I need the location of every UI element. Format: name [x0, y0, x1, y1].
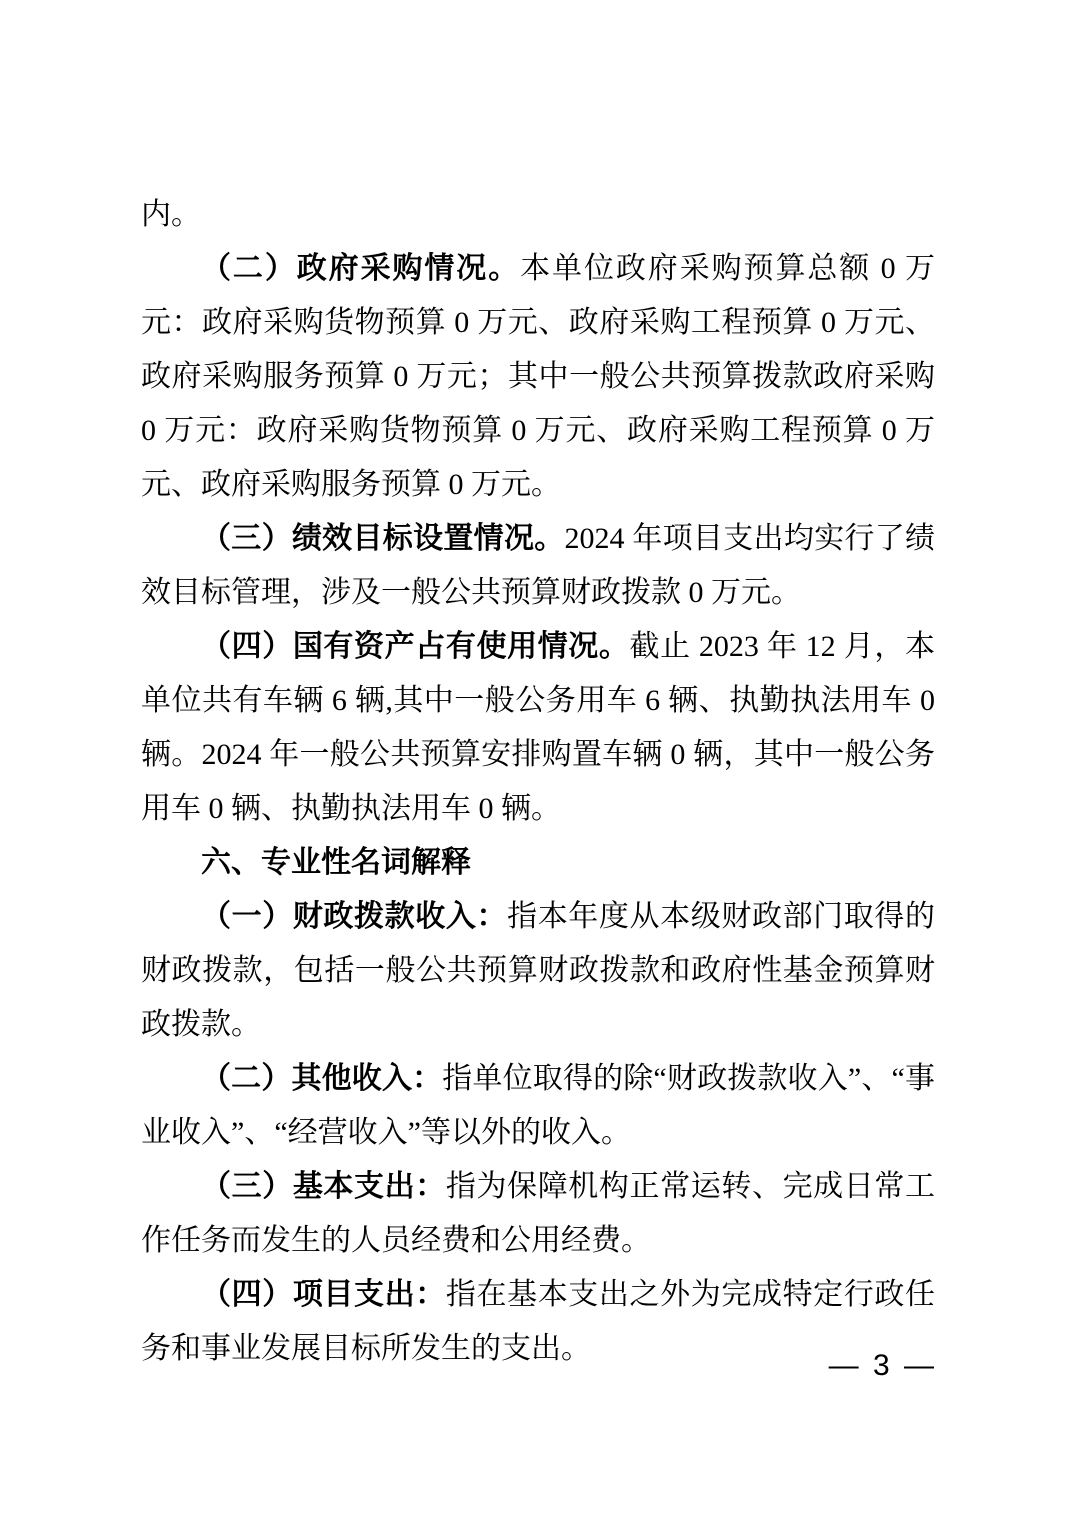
paragraph-lead: （四）国有资产占有使用情况。	[201, 630, 630, 663]
definition-text: 指本年度从本级财政部门取得的财政拨款，包括一般公共预算财政拨款和政府性基金预算财政拨款。	[141, 900, 936, 1041]
paragraph-text: 截止 2023 年 12 月，本单位共有车辆 6 辆,其中一般公务用车 6 辆、执勤执法用车 0 辆。2024 年一般公共预算安排购置车辆 0 辆，其中一般公务用车 0 辆、执勤执法用车 0 辆。	[141, 630, 936, 825]
definition-lead: （二）其他收入：	[201, 1062, 443, 1095]
definition-text: 指为保障机构正常运转、完成日常工作任务而发生的人员经费和公用经费。	[141, 1170, 936, 1257]
paragraph-lead: （三）绩效目标设置情况。	[201, 522, 565, 555]
paragraph-state-assets	[141, 620, 935, 836]
definition-basic-expenditure	[141, 1160, 935, 1268]
section-heading-terminology: 六、专业性名词解释	[201, 846, 471, 879]
paragraph-lead: （二）政府采购情况。	[201, 252, 521, 285]
paragraph-text: 2024 年项目支出均实行了绩效目标管理，涉及一般公共预算财政拨款 0 万元。	[141, 522, 936, 609]
definition-text: 指在基本支出之外为完成特定行政任务和事业发展目标所发生的支出。	[141, 1278, 936, 1365]
paragraph-government-procurement	[141, 242, 935, 512]
page-number: — 3 —	[828, 1349, 937, 1382]
paragraph-text: 本单位政府采购预算总额 0 万元：政府采购货物预算 0 万元、政府采购工程预算 0 万元、政府采购服务预算 0 万元；其中一般公共预算拨款政府采购 0 万元：政府采购货物预算 0 万元、政府采购工程预算 0 万元、政府采购服务预算 0 万元。	[141, 252, 936, 501]
definition-lead: （一）财政拨款收入：	[201, 900, 508, 933]
continuation-paragraph: 内。	[141, 198, 201, 231]
paragraph-performance-targets	[141, 512, 935, 620]
document-body	[141, 188, 935, 1376]
definition-lead: （三）基本支出：	[201, 1170, 446, 1203]
definition-project-expenditure	[141, 1268, 935, 1376]
definition-lead: （四）项目支出：	[201, 1278, 446, 1311]
definition-other-income	[141, 1052, 935, 1160]
definition-text: 指单位取得的除“财政拨款收入”、“事业收入”、“经营收入”等以外的收入。	[141, 1062, 935, 1149]
definition-fiscal-appropriation-income	[141, 890, 935, 1052]
